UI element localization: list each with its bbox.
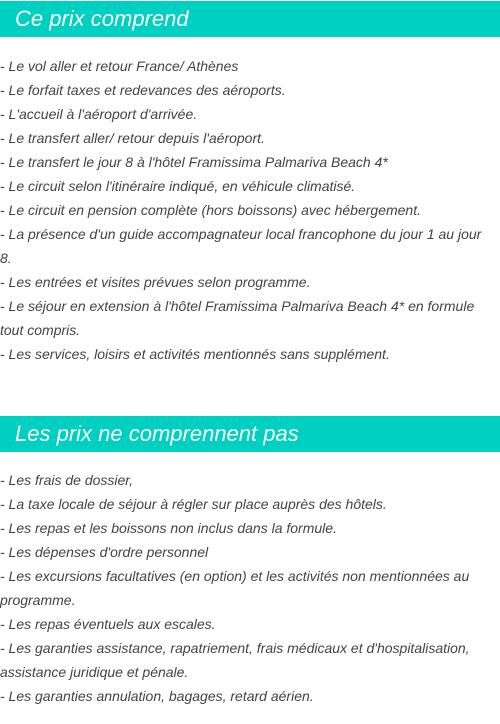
included-item: - Le circuit en pension complète (hors boissons) avec hébergement. bbox=[0, 202, 421, 218]
included-item: - Le séjour en extension à l'hôtel Framissima Palmariva Beach 4* en formule tout compris. bbox=[0, 298, 475, 338]
included-item: - Le vol aller et retour France/ Athènes bbox=[0, 58, 239, 74]
included-item: - Le circuit selon l'itinéraire indiqué, en véhicule climatisé. bbox=[0, 178, 356, 194]
included-item: - Le forfait taxes et redevances des aéroports. bbox=[0, 82, 286, 98]
excluded-item: - Les frais de dossier, bbox=[0, 472, 134, 488]
included-item: - L'accueil à l'aéroport d'arrivée. bbox=[0, 106, 198, 122]
included-item: - Les entrées et visites prévues selon programme. bbox=[0, 274, 311, 290]
included-section-header bbox=[0, 1, 500, 37]
excluded-list bbox=[0, 468, 496, 708]
excluded-item: - Les garanties annulation, bagages, retard aérien. bbox=[0, 688, 314, 704]
excluded-item: - Les garanties assistance, rapatriement, frais médicaux et d'hospitalisation, assistance juridique et pénale. bbox=[0, 640, 470, 680]
included-item: - Le transfert le jour 8 à l'hôtel Framissima Palmariva Beach 4* bbox=[0, 154, 388, 170]
included-item: - Les services, loisirs et activités mentionnés sans supplément. bbox=[0, 346, 390, 362]
excluded-section-title: Les prix ne comprennent pas bbox=[15, 421, 299, 446]
included-list bbox=[0, 54, 496, 366]
excluded-item: - Les dépenses d'ordre personnel bbox=[0, 544, 209, 560]
included-item: - La présence d'un guide accompagnateur local francophone du jour 1 au jour 8. bbox=[0, 226, 482, 266]
included-section-title: Ce prix comprend bbox=[15, 6, 189, 31]
excluded-item: - La taxe locale de séjour à régler sur place auprès des hôtels. bbox=[0, 496, 387, 512]
included-item: - Le transfert aller/ retour depuis l'aéroport. bbox=[0, 130, 265, 146]
excluded-section-header bbox=[0, 416, 500, 452]
excluded-item: - Les repas et les boissons non inclus dans la formule. bbox=[0, 520, 337, 536]
excluded-item: - Les excursions facultatives (en option) et les activités non mentionnées au programme. bbox=[0, 568, 470, 608]
excluded-item: - Les repas éventuels aux escales. bbox=[0, 616, 216, 632]
